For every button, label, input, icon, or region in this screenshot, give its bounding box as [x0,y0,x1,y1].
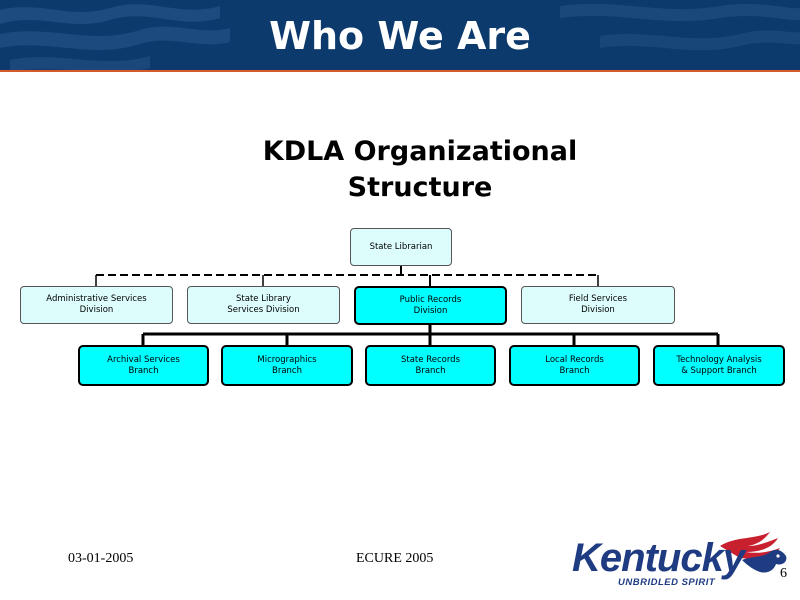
footer-event-name: ECURE 2005 [356,551,434,566]
org-box-state-library-services-division: State Library Services Division [187,286,340,324]
org-box-field-services-division: Field Services Division [521,286,675,324]
org-box-technology-analysis-support-branch: Technology Analysis & Support Branch [653,345,785,386]
org-box-local-records-branch: Local Records Branch [509,345,640,386]
logo-tagline: UNBRIDLED SPIRIT [618,577,716,588]
kentucky-logo [568,528,792,592]
chart-title-line-1: KDLA Organizational [262,136,578,167]
org-box-state-records-branch: State Records Branch [365,345,496,386]
org-box-state-librarian: State Librarian [350,228,452,266]
org-box-public-records-division: Public Records Division [354,286,507,325]
page-title: Who We Are [269,14,531,58]
org-box-administrative-services-division: Administrative Services Division [20,286,173,324]
logo-wordmark: Kentucky [572,536,745,580]
slide-number: 6 [780,566,787,581]
footer-date: 03-01-2005 [68,551,134,566]
org-box-micrographics-branch: Micrographics Branch [221,345,353,386]
org-box-archival-services-branch: Archival Services Branch [78,345,209,386]
chart-title-line-2: Structure [347,172,493,203]
